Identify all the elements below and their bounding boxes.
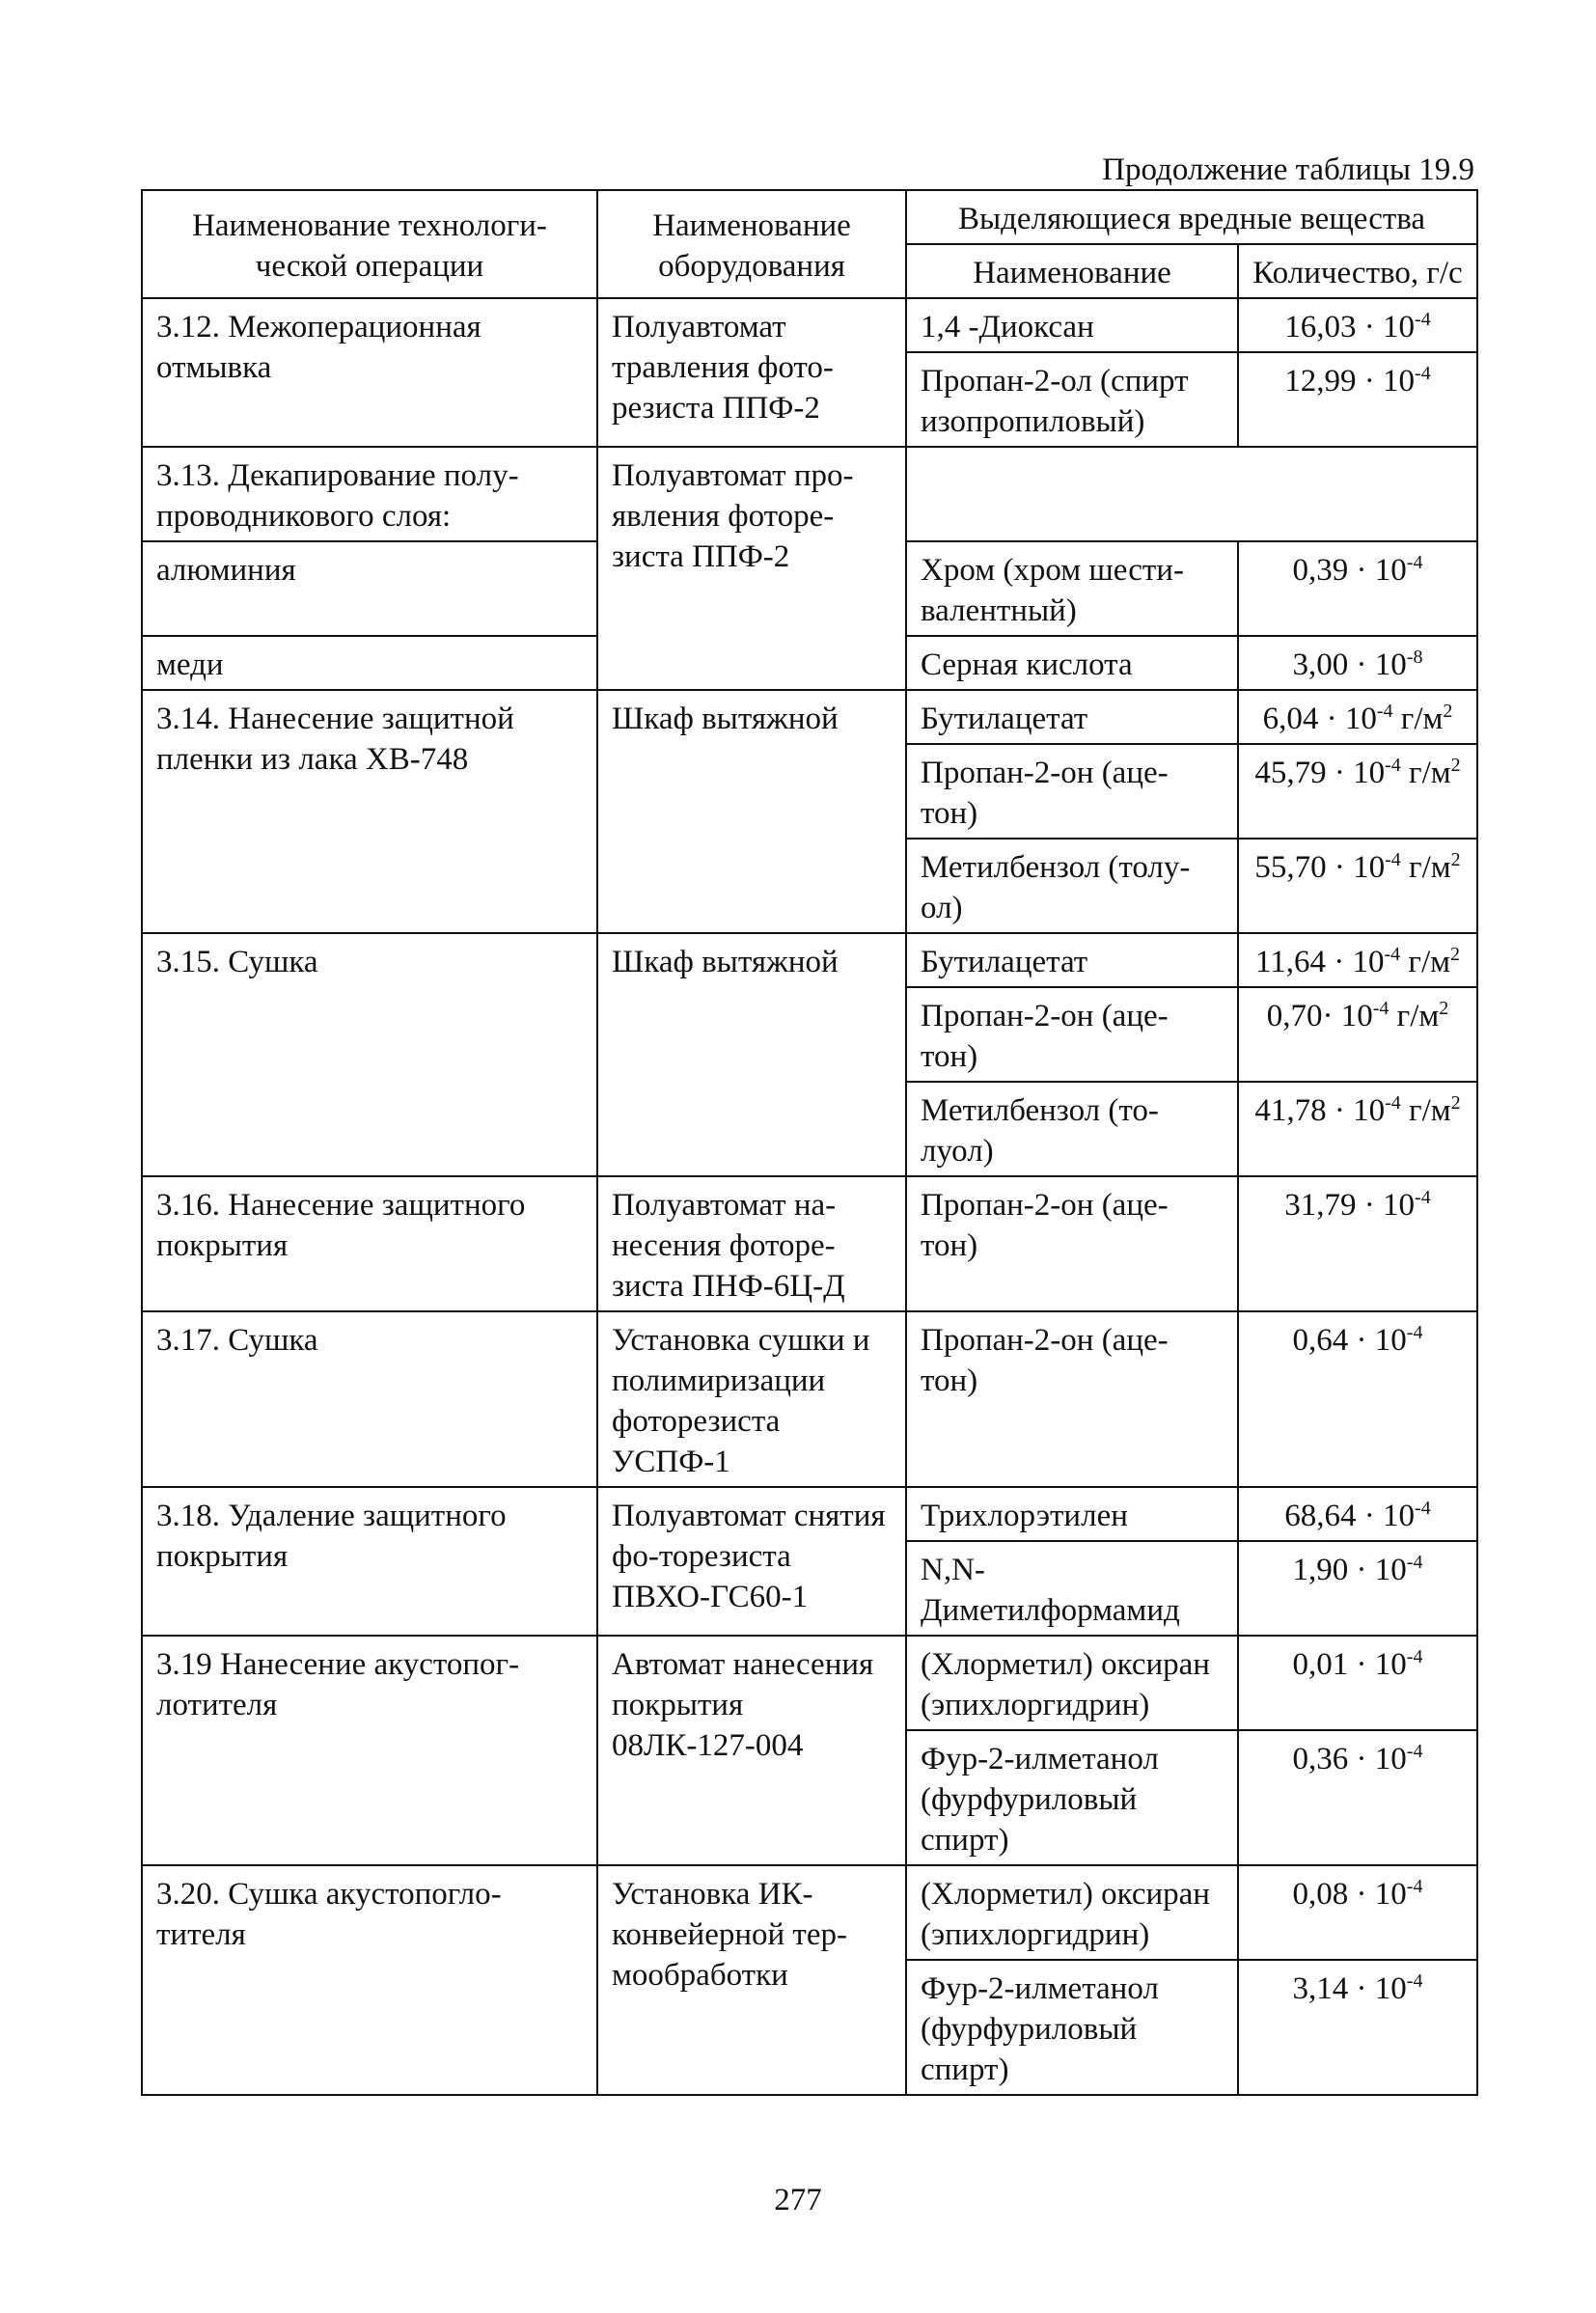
equipment-cell: Шкаф вытяжной bbox=[597, 933, 906, 1176]
table-row bbox=[142, 447, 1477, 541]
quantity-exponent: -4 bbox=[1385, 1092, 1401, 1114]
quantity-cell bbox=[1238, 1636, 1477, 1730]
header-substance-name: Наименование bbox=[906, 244, 1238, 298]
operation-cell: 3.15. Сушка bbox=[142, 933, 597, 1176]
operation-cell: 3.18. Удаление защитного покрытия bbox=[142, 1487, 597, 1636]
substance-name-cell: Серная кислота bbox=[906, 636, 1238, 690]
substance-name-cell: (Хлорметил) оксиран (эпихлоргидрин) bbox=[906, 1865, 1238, 1960]
substance-name-cell: Фур-2-илметанол (фурфуриловый спирт) bbox=[906, 1960, 1238, 2095]
quantity-value: 0,64 · 10 bbox=[1292, 1323, 1407, 1358]
table-row bbox=[142, 933, 1477, 987]
quantity-value: 0,01 · 10 bbox=[1292, 1647, 1407, 1682]
table-row bbox=[142, 1311, 1477, 1487]
quantity-cell bbox=[1238, 1311, 1477, 1487]
substance-name-cell: Пропан-2-он (аце-тон) bbox=[906, 1311, 1238, 1487]
quantity-cell bbox=[1238, 744, 1477, 839]
quantity-cell bbox=[1238, 541, 1477, 636]
equipment-cell: Полуавтомат про-явления фоторе-зиста ППФ-2 bbox=[597, 447, 906, 690]
table-row bbox=[142, 1176, 1477, 1311]
quantity-exponent: -4 bbox=[1406, 1741, 1423, 1762]
equipment-cell: Полуавтомат снятия фо-торезиста ПВХО-ГС60-1 bbox=[597, 1487, 906, 1636]
quantity-cell bbox=[1238, 839, 1477, 933]
substance-name-cell: Пропан-2-ол (спирт изопропиловый) bbox=[906, 352, 1238, 447]
quantity-value: 0,36 · 10 bbox=[1292, 1742, 1407, 1776]
quantity-cell bbox=[1238, 352, 1477, 447]
quantity-exponent: -4 bbox=[1415, 309, 1431, 330]
unit-exponent: 2 bbox=[1450, 1092, 1461, 1114]
substance-name-cell: Пропан-2-он (аце-тон) bbox=[906, 744, 1238, 839]
quantity-cell bbox=[1238, 1541, 1477, 1636]
table-row bbox=[142, 690, 1477, 744]
quantity-cell bbox=[1238, 1960, 1477, 2095]
unit-exponent: 2 bbox=[1443, 701, 1453, 722]
quantity-value: 41,78 · 10 bbox=[1254, 1093, 1386, 1128]
quantity-value: 6,04 · 10 bbox=[1262, 702, 1377, 736]
equipment-cell: Шкаф вытяжной bbox=[597, 690, 906, 933]
substance-name-cell: N,N-Диметилформамид bbox=[906, 1541, 1238, 1636]
quantity-value: 0,70· 10 bbox=[1266, 999, 1373, 1033]
quantity-value: 16,03 · 10 bbox=[1284, 310, 1416, 344]
quantity-cell bbox=[1238, 1730, 1477, 1865]
quantity-cell bbox=[1238, 636, 1477, 690]
equipment-cell: Полуавтомат травления фото-резиста ППФ-2 bbox=[597, 298, 906, 447]
header-equipment: Наименование оборудования bbox=[597, 190, 906, 298]
unit-exponent: 2 bbox=[1450, 755, 1461, 776]
sub-operation-cell: алюминия bbox=[142, 541, 597, 636]
header-quantity: Количество, г/с bbox=[1238, 244, 1477, 298]
quantity-exponent: -4 bbox=[1385, 849, 1401, 870]
substance-name-cell: Метилбензол (то-луол) bbox=[906, 1082, 1238, 1176]
substance-name-cell: Пропан-2-он (аце-тон) bbox=[906, 987, 1238, 1082]
table-row bbox=[142, 1865, 1477, 1960]
operation-cell: 3.12. Межоперационная отмывка bbox=[142, 298, 597, 447]
quantity-unit: г/м bbox=[1389, 999, 1440, 1033]
quantity-cell bbox=[1238, 690, 1477, 744]
quantity-unit: г/м bbox=[1400, 945, 1451, 979]
unit-exponent: 2 bbox=[1450, 944, 1461, 965]
empty-cell bbox=[906, 447, 1477, 541]
quantity-cell bbox=[1238, 1865, 1477, 1960]
page-number: 277 bbox=[774, 2183, 822, 2217]
equipment-cell: Установка сушки и полимиризации фоторезиста УСПФ-1 bbox=[597, 1311, 906, 1487]
quantity-cell bbox=[1238, 987, 1477, 1082]
header-substances: Выделяющиеся вредные вещества bbox=[906, 190, 1477, 244]
quantity-exponent: -4 bbox=[1415, 363, 1431, 384]
quantity-cell bbox=[1238, 1176, 1477, 1311]
equipment-cell: Установка ИК-конвейерной тер-мообработки bbox=[597, 1865, 906, 2095]
substance-name-cell: 1,4 -Диоксан bbox=[906, 298, 1238, 352]
table-row bbox=[142, 298, 1477, 352]
hazardous-substances-table bbox=[141, 189, 1478, 2096]
operation-cell: 3.13. Декапирование полу-проводникового слоя: bbox=[142, 447, 597, 541]
quantity-value: 1,90 · 10 bbox=[1292, 1553, 1407, 1587]
quantity-value: 55,70 · 10 bbox=[1254, 850, 1386, 885]
operation-cell: 3.20. Сушка акустопогло-тителя bbox=[142, 1865, 597, 2095]
substance-name-cell: Хром (хром шести-валентный) bbox=[906, 541, 1238, 636]
quantity-exponent: -4 bbox=[1415, 1187, 1431, 1208]
unit-exponent: 2 bbox=[1450, 849, 1461, 870]
quantity-unit: г/м bbox=[1400, 1093, 1451, 1128]
quantity-unit: г/м bbox=[1400, 756, 1451, 790]
substance-name-cell: Пропан-2-он (аце-тон) bbox=[906, 1176, 1238, 1311]
equipment-cell: Полуавтомат на-несения фоторе-зиста ПНФ-6Ц-Д bbox=[597, 1176, 906, 1311]
sub-operation-cell: меди bbox=[142, 636, 597, 690]
quantity-exponent: -4 bbox=[1406, 552, 1423, 573]
quantity-value: 11,64 · 10 bbox=[1254, 945, 1385, 979]
quantity-exponent: -4 bbox=[1406, 1322, 1423, 1343]
quantity-exponent: -4 bbox=[1415, 1498, 1431, 1519]
substance-name-cell: Фур-2-илметанол (фурфуриловый спирт) bbox=[906, 1730, 1238, 1865]
substance-name-cell: Метилбензол (толу-ол) bbox=[906, 839, 1238, 933]
quantity-value: 0,39 · 10 bbox=[1292, 553, 1407, 588]
quantity-exponent: -4 bbox=[1384, 944, 1401, 965]
quantity-value: 31,79 · 10 bbox=[1284, 1188, 1416, 1223]
quantity-exponent: -4 bbox=[1372, 998, 1390, 1019]
quantity-value: 3,00 · 10 bbox=[1292, 647, 1407, 682]
quantity-cell bbox=[1238, 933, 1477, 987]
quantity-value: 45,79 · 10 bbox=[1254, 756, 1386, 790]
quantity-value: 68,64 · 10 bbox=[1284, 1499, 1416, 1533]
operation-cell: 3.19 Нанесение акустопог-лотителя bbox=[142, 1636, 597, 1865]
quantity-exponent: -4 bbox=[1376, 701, 1393, 722]
substance-name-cell: Трихлорэтилен bbox=[906, 1487, 1238, 1541]
table-row bbox=[142, 1636, 1477, 1730]
table-row bbox=[142, 1487, 1477, 1541]
quantity-cell bbox=[1238, 1487, 1477, 1541]
quantity-exponent: -4 bbox=[1406, 1646, 1423, 1667]
substance-name-cell: Бутилацетат bbox=[906, 690, 1238, 744]
unit-exponent: 2 bbox=[1439, 998, 1449, 1019]
quantity-exponent: -4 bbox=[1406, 1552, 1423, 1573]
quantity-exponent: -4 bbox=[1406, 1970, 1423, 1992]
quantity-exponent: -4 bbox=[1406, 1876, 1423, 1897]
operation-cell: 3.14. Нанесение защитной пленки из лака ХВ-748 bbox=[142, 690, 597, 933]
quantity-exponent: -4 bbox=[1385, 755, 1401, 776]
table-caption: Продолжение таблицы 19.9 bbox=[1102, 152, 1474, 187]
header-operation: Наименование технологи-ческой операции bbox=[142, 190, 597, 298]
quantity-cell bbox=[1238, 298, 1477, 352]
substance-name-cell: (Хлорметил) оксиран (эпихлоргидрин) bbox=[906, 1636, 1238, 1730]
quantity-value: 12,99 · 10 bbox=[1284, 364, 1416, 399]
quantity-unit: г/м bbox=[1392, 702, 1444, 736]
operation-cell: 3.17. Сушка bbox=[142, 1311, 597, 1487]
quantity-value: 0,08 · 10 bbox=[1292, 1877, 1407, 1912]
quantity-exponent: -8 bbox=[1406, 647, 1423, 668]
equipment-cell: Автомат нанесения покрытия 08ЛК-127-004 bbox=[597, 1636, 906, 1865]
quantity-value: 3,14 · 10 bbox=[1292, 1971, 1407, 2006]
substance-name-cell: Бутилацетат bbox=[906, 933, 1238, 987]
operation-cell: 3.16. Нанесение защитного покрытия bbox=[142, 1176, 597, 1311]
quantity-unit: г/м bbox=[1400, 850, 1451, 885]
quantity-cell bbox=[1238, 1082, 1477, 1176]
